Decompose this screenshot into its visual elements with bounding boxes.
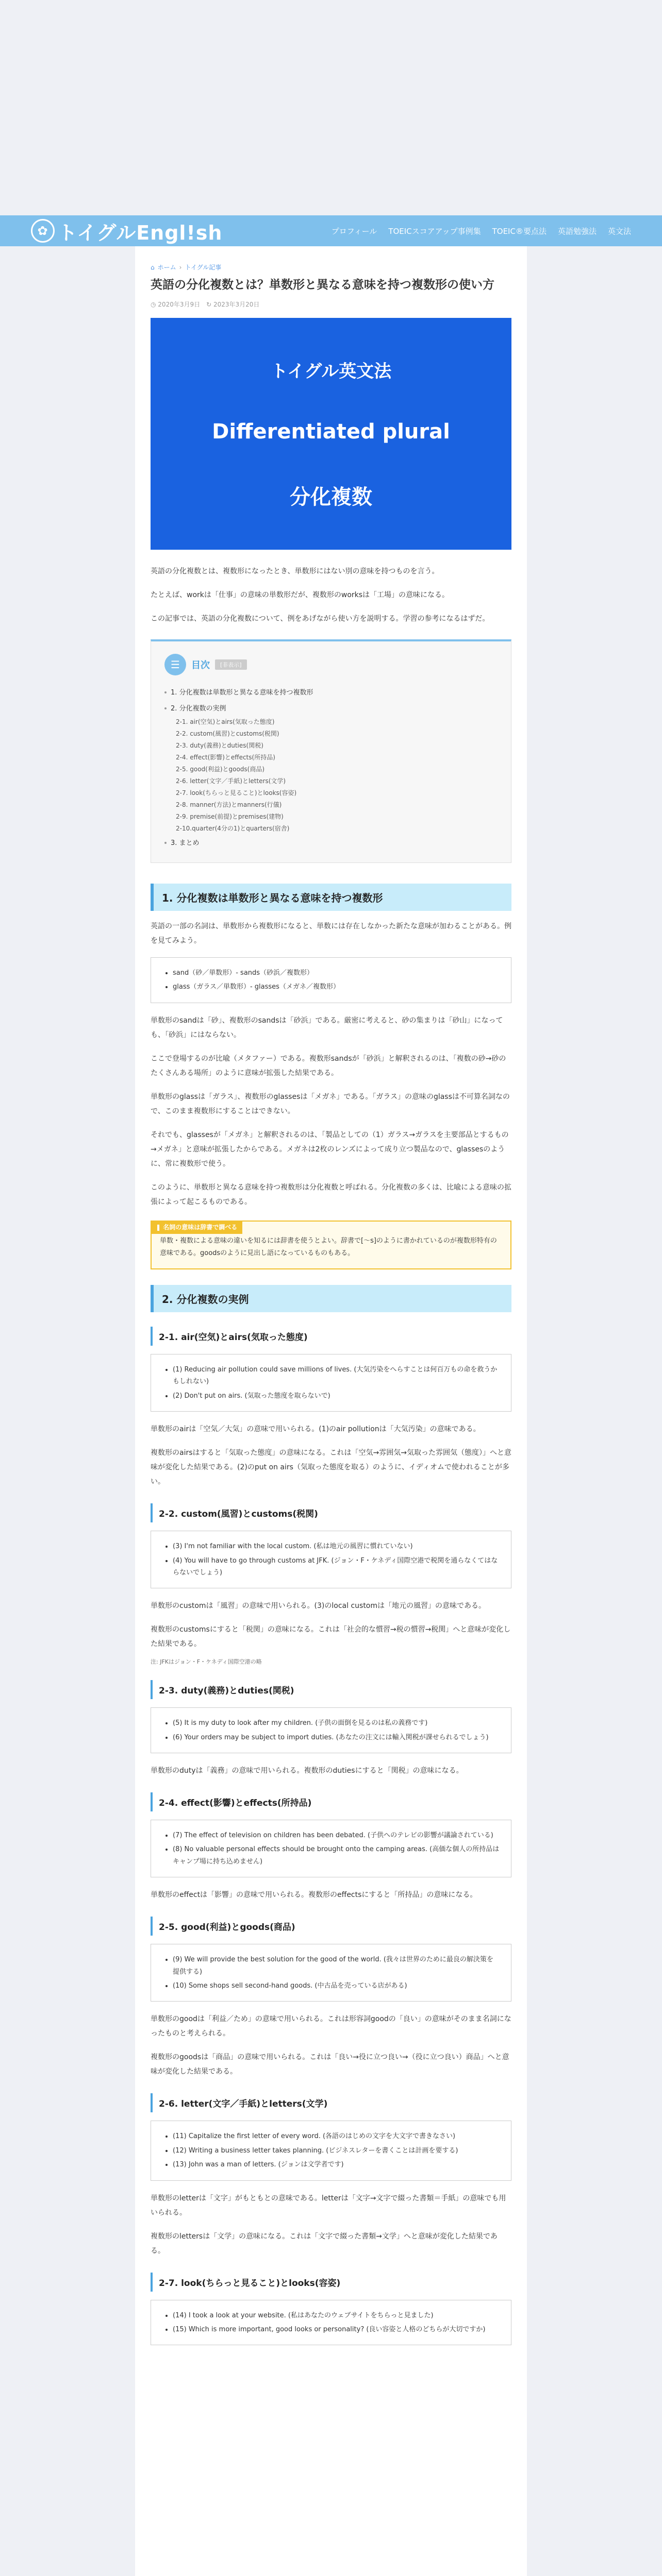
toc-subitem[interactable]: 2-10.quarter(4分の1)とquarters(宿舎) <box>176 824 290 832</box>
section-paragraph: 複数形のgoodsは「商品」の意味で用いられる。これは「良い→役に立つ良い→（役に立つ良い）商品」へと意味が変化した結果である。 <box>151 2053 509 2076</box>
example-item: • (11) Capitalize the first letter of every word. (各語のはじめの文字を大文字で書きなさい) <box>173 2130 500 2142</box>
chevron-right-icon: › <box>179 263 182 271</box>
subsection-heading: 2-7. look(ちらっと見ること)とlooks(容姿) <box>151 2273 511 2292</box>
example-box <box>151 1944 511 2002</box>
nav-item-grammar[interactable]: 英文法 <box>607 226 631 236</box>
eyecatch-line1: トイグル英文法 <box>270 361 392 382</box>
example-box <box>151 1531 511 1588</box>
subsection-heading: 2-5. good(利益)とgoods(商品) <box>151 1917 511 1936</box>
section-paragraph: 複数形のcustomsにすると「税関」の意味になる。これは「社会的な慣習→税の慣習→税関」へと意味が変化した結果である。 <box>151 1625 511 1649</box>
intro-paragraph: この記事では、英語の分化複数について、例をあげながら使い方を説明する。学習の参考になるはずだ。 <box>151 614 490 623</box>
subsection-heading: 2-1. air(空気)とairs(気取った態度) <box>151 1327 511 1346</box>
section-paragraph: 複数形のlettersは「文学」の意味になる。これは「文字で綴った書類→文学」へと意味が変化した結果である。 <box>151 2232 498 2255</box>
toc-title: 目次 <box>191 659 210 671</box>
section-paragraph: 単数形のglassは「ガラス」、複数形のglassesは「メガネ」である。「ガラス」の意味のglassは不可算名詞なので、このまま複数形にすることはできない。 <box>151 1092 510 1115</box>
clock-icon: ◷ <box>151 300 158 308</box>
breadcrumb-home[interactable]: ホーム <box>157 264 176 271</box>
example-item: • (4) You will have to go through customs at JFK. (ジョン・F・ケネディ国際空港で税関を通らなくてはならないでしょう) <box>173 1555 500 1579</box>
home-icon: ⌂ <box>151 263 155 271</box>
section-paragraph: 複数形のairsはすると「気取った態度」の意味になる。これは「空気→雰囲気→気取った雰囲気（態度）」へと意味が変化した結果である。(2)のput on airs（気取った態度を取る）のように、イディオムで使われることが多い。 <box>151 1449 511 1486</box>
toc-subitem[interactable]: 2-8. manner(方法)とmanners(行儀) <box>176 801 282 808</box>
section-paragraph: 単数形のsandは「砂」、複数形のsandsは「砂浜」である。厳密に考えると、砂の集まりは「砂山」になっても、「砂浜」にはならない。 <box>151 1016 503 1039</box>
global-nav <box>332 226 631 236</box>
example-item: • (1) Reducing air pollution could save millions of lives. (大気汚染をへらすことは何百万もの命を救うかもしれない) <box>173 1364 500 1388</box>
eyecatch-image <box>151 318 511 550</box>
subsection-heading: 2-4. effect(影響)とeffects(所持品) <box>151 1792 511 1811</box>
logo-icon: ✿ <box>31 219 55 243</box>
toc-toggle-button[interactable]: [非表示] <box>215 659 247 670</box>
example-box <box>151 957 511 1003</box>
subsection-heading: 2-2. custom(風習)とcustoms(税関) <box>151 1503 511 1522</box>
example-item: • (13) John was a man of letters. (ジョンは文学者です) <box>173 2159 500 2171</box>
eyecatch-line3: 分化複数 <box>290 485 372 510</box>
intro-paragraph: 英語の分化複数とは、複数形になったとき、単数形にはない別の意味を持つものを言う。 <box>151 567 439 575</box>
section-paragraph: このように、単数形と異なる意味を持つ複数形は分化複数と呼ばれる。分化複数の多くは、比喩による意味の拡張によって起こるものである。 <box>151 1183 511 1206</box>
list-icon: ☰ <box>164 654 186 675</box>
tip-box <box>151 1221 511 1269</box>
logo-text: トイグルEngl!sh <box>58 221 223 244</box>
toc-subitem[interactable]: 2-4. effect(影響)とeffects(所持品) <box>176 753 275 761</box>
toc-item[interactable]: 3. まとめ <box>164 834 498 850</box>
example-item: • (6) Your orders may be subject to import duties. (あなたの注文には輸入関税が課せられるでしょう) <box>173 1732 500 1743</box>
example-item: • (5) It is my duty to look after my children. (子供の面倒を見るのは私の義務です) <box>173 1717 500 1729</box>
example-item: • (7) The effect of television on children has been debated. (子供へのテレビの影響が議論されている) <box>173 1829 500 1841</box>
post-dates <box>151 300 511 309</box>
example-box <box>151 2300 511 2346</box>
top-blank-area <box>0 0 662 215</box>
section-paragraph: 単数形のletterは「文字」がもともとの意味である。letterは「文字→文字で綴った書類＝手紙」の意味でも用いられる。 <box>151 2194 506 2217</box>
nav-item-study[interactable]: 英語勉強法 <box>557 226 597 236</box>
toc-subitem[interactable]: 2-3. duty(義務)とduties(関税) <box>176 741 263 749</box>
toc-subitem[interactable]: 2-6. letter(文字／手紙)とletters(文学) <box>176 777 286 785</box>
section-paragraph: 英語の一部の名詞は、単数形から複数形になると、単数には存在しなかった新たな意味が加わることがある。例を見てみよう。 <box>151 922 511 945</box>
toc-subitem[interactable]: 2-2. custom(風習)とcustoms(税関) <box>176 730 279 737</box>
subsection-heading: 2-3. duty(義務)とduties(関税) <box>151 1680 511 1699</box>
tip-text: 単数・複数による意味の違いを知るには辞書を使うとよい。辞書で[～s]のように書かれているのが複数形特有の意味である。goodsのように見出し語になっているものもある。 <box>160 1236 497 1258</box>
example-item: • (9) We will provide the best solution for the good of the world. (我々は世界のために最良の解決策を提供する) <box>173 1954 500 1978</box>
footnote: 注: JFKはジョン・F・ケネディ国際空港の略 <box>151 1658 262 1666</box>
example-item: • sand（砂／単数形）- sands（砂浜／複数形） <box>173 967 500 979</box>
toc-item[interactable]: 1. 分化複数は単数形と異なる意味を持つ複数形 <box>164 684 498 700</box>
toc-subitem[interactable]: 2-5. good(利益)とgoods(商品) <box>176 765 265 773</box>
section-paragraph: ここで登場するのが比喩（メタファー）である。複数形sandsが「砂浜」と解釈されるのは、「複数の砂→砂のたくさんある場所」のように意味が拡張した結果である。 <box>151 1054 506 1077</box>
published-date: ◷ 2020年3月9日 <box>151 300 201 308</box>
section-paragraph: 単数形のdutyは「義務」の意味で用いられる。複数形のdutiesにすると「関税」の意味になる。 <box>151 1767 464 1775</box>
example-item: • (10) Some shops sell second-hand goods. (中古品を売っている店がある) <box>173 1980 500 1992</box>
breadcrumb <box>151 263 511 272</box>
breadcrumb-category[interactable]: トイグル記事 <box>185 264 222 271</box>
refresh-icon: ↻ <box>206 300 213 308</box>
example-item: • (15) Which is more important, good looks or personality? (良い容姿と人格のどちらが大切ですか) <box>173 2324 500 2335</box>
example-box <box>151 1820 511 1877</box>
page-title: 英語の分化複数とは？単数形と異なる意味を持つ複数形の使い方 <box>151 278 494 292</box>
toc-item[interactable]: 2. 分化複数の実例 <box>164 700 498 716</box>
example-item: • (3) I'm not familiar with the local custom. (私は地元の風習に慣れていない) <box>173 1540 500 1552</box>
toc-subitem[interactable]: 2-9. premise(前提)とpremises(建物) <box>176 812 284 820</box>
example-item: • glass（ガラス／単数形）- glasses（メガネ／複数形） <box>173 981 500 993</box>
example-box <box>151 2121 511 2180</box>
site-header <box>0 215 662 246</box>
nav-item-toeic-method[interactable]: TOEIC®要点法 <box>492 226 547 236</box>
example-item: • (2) Don't put on airs. (気取った態度を取らないで) <box>173 1390 500 1402</box>
toc-subitem[interactable]: 2-7. look(ちらっと見ること)とlooks(容姿) <box>176 789 297 796</box>
section-heading: 2. 分化複数の実例 <box>151 1285 511 1312</box>
example-item: • (12) Writing a business letter takes planning. (ビジネスレターを書くことは計画を要する) <box>173 2145 500 2157</box>
section-paragraph: 単数形のcustomは「風習」の意味で用いられる。(3)のlocal customは「地元の風習」の意味である。 <box>151 1602 486 1611</box>
section-paragraph: それでも、glassesが「メガネ」と解釈されるのは、「製品としての（1）ガラス→ガラスを主要部品とするもの→メガネ」と意味が拡張したからである。メガネは2枚のレンズによって成り立つ製品なので、glassesのように、常に複数形で使う。 <box>151 1130 509 1168</box>
subsection-heading: 2-6. letter(文字／手紙)とletters(文学) <box>151 2093 511 2112</box>
example-box <box>151 1707 511 1753</box>
example-box <box>151 1354 511 1412</box>
tip-label: ❚ 名詞の意味は辞書で調べる <box>151 1221 242 1234</box>
updated-date: ↻ 2023年3月20日 <box>206 300 260 308</box>
site-logo[interactable] <box>31 217 222 245</box>
bookmark-icon: ❚ <box>156 1223 163 1231</box>
section-paragraph: 単数形のeffectは「影響」の意味で用いられる。複数形のeffectsにすると「所持品」の意味になる。 <box>151 1891 477 1900</box>
intro-paragraph: たとえば、workは「仕事」の意味の単数形だが、複数形のworksは「工場」の意味になる。 <box>151 590 450 599</box>
section-paragraph: 単数形のairは「空気／大気」の意味で用いられる。(1)のair pollutionは「大気汚染」の意味である。 <box>151 1425 481 1434</box>
table-of-contents <box>151 639 511 863</box>
section-paragraph: 単数形のgoodは「利益／ため」の意味で用いられる。これは形容詞goodの「良い」の意味がそのまま名詞になったものと考えられる。 <box>151 2015 511 2038</box>
example-item: • (8) No valuable personal effects should be brought onto the camping areas. (高価な個人の所持品はキャンプ場に持ち込めません) <box>173 1843 500 1868</box>
nav-item-score-up[interactable]: TOEICスコアアップ事例集 <box>388 226 481 236</box>
section-heading: 1. 分化複数は単数形と異なる意味を持つ複数形 <box>151 884 511 911</box>
nav-item-profile[interactable]: プロフィール <box>331 226 377 236</box>
example-item: • (14) I took a look at your website. (私はあなたのウェブサイトをちらっと見ました) <box>173 2310 500 2321</box>
toc-subitem[interactable]: 2-1. air(空気)とairs(気取った態度) <box>176 718 275 725</box>
article-main <box>135 246 527 2576</box>
eyecatch-line2: Differentiated plural <box>212 419 450 444</box>
